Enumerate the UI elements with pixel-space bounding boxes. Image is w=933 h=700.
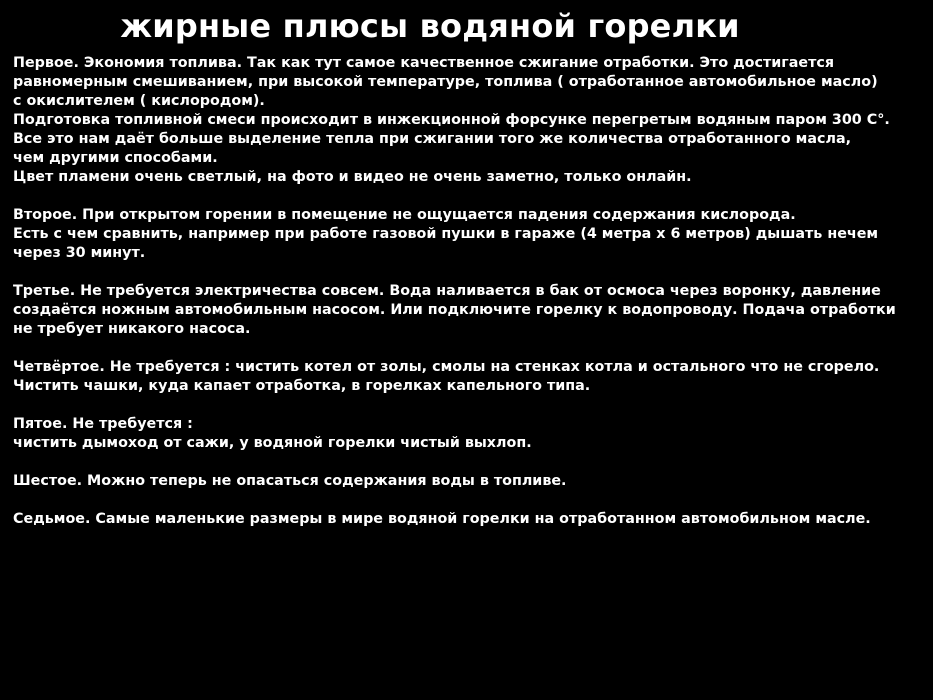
text-line: Цвет пламени очень светлый, на фото и видео не очень заметно, только онлайн. [13,169,692,185]
text-line: Седьмое. Самые маленькие размеры в мире водяной горелки на отработанном автомобильном масле. [13,511,871,527]
text-line: Второе. При открытом горении в помещение не ощущается падения содержания кислорода. [13,207,796,223]
text-line: чем другими способами. [13,150,218,166]
text-line: Шестое. Можно теперь не опасаться содержания воды в топливе. [13,473,567,489]
paragraph-first [13,54,928,187]
text-line: Все это нам даёт больше выделение тепла при сжигании того же количества отработанного масла, [13,131,852,147]
paragraph-seventh [13,510,928,529]
text-line: Чистить чашки, куда капает отработка, в горелках капельного типа. [13,378,591,394]
text-line: через 30 минут. [13,245,146,261]
paragraph-fifth [13,415,928,453]
text-line: Пятое. Не требуется : [13,416,193,432]
text-line: чистить дымоход от сажи, у водяной горелки чистый выхлоп. [13,435,532,451]
text-line: Четвёртое. Не требуется : чистить котел от золы, смолы на стенках котла и остального что не сгорело. [13,359,880,375]
paragraph-fourth [13,358,928,396]
paragraph-sixth [13,472,928,491]
text-line: создаётся ножным автомобильным насосом. Или подключите горелку к водопроводу. Подача отработки [13,302,896,318]
text-line: не требует никакого насоса. [13,321,251,337]
paragraph-second [13,206,928,263]
text-line: с окислителем ( кислородом). [13,93,265,109]
text-line: равномерным смешиванием, при высокой температуре, топлива ( отработанное автомобильное масло) [13,74,878,90]
text-line: Подготовка топливной смеси происходит в инжекционной форсунке перегретым водяным паром 300 С°. [13,112,890,128]
text-line: Третье. Не требуется электричества совсем. Вода наливается в бак от осмоса через воронку, давление [13,283,881,299]
slide-title: жирные плюсы водяной горелки [120,7,740,45]
slide-body [13,54,928,548]
text-line: Есть с чем сравнить, например при работе газовой пушки в гараже (4 метра х 6 метров) дышать нечем [13,226,879,242]
paragraph-third [13,282,928,339]
text-line: Первое. Экономия топлива. Так как тут самое качественное сжигание отработки. Это достигается [13,55,835,71]
